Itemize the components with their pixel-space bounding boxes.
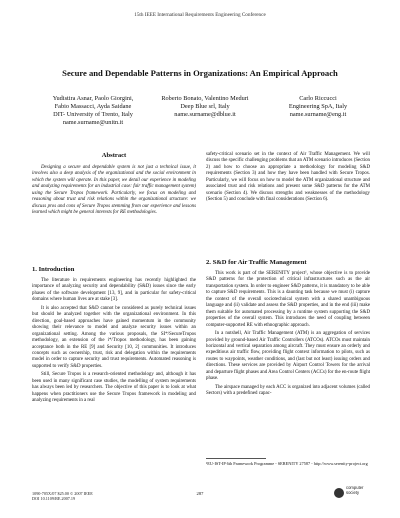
page-number: 287 xyxy=(196,491,204,496)
author-block-2 xyxy=(150,95,260,119)
abstract-paragraph: Designing a secure and dependable system is not just a technical issue, it involves also a deep analysis of the organizational and the social environment in which the system will operate. In this paper, we detail our experience in modeling and analyzing requirements for an industrial case: fair traffic management system) using the Secure Tropos framework. Particularly, we focus on modeling and reasoning about trust and risk relations within the organizational structure: we discuss pros and cons of Secure Tropos stemming from our experience and lessons learned which might be general interests for RE methodologies. xyxy=(32,165,196,216)
section2-body xyxy=(206,271,370,400)
section-heading-sd-atm: 2. S&D for Air Traffic Management xyxy=(206,259,307,266)
author-names: Roberto Bonato, Valentino Meduri xyxy=(161,95,249,102)
body-paragraph: The literature in requirements engineering has recently highlighted the importance of analyzing security and dependability (S&D) issues since the early phases of the software development [13, 9], and in particular for safety-critical domains where human lives are at stake [3]. xyxy=(32,278,196,303)
body-paragraph: This work is part of the SERENITY project¹, whose objective is to provide S&D patterns for the protection of critical infrastructures such as the air transportation system. In order to engineer S&D patterns, it is mandatory to be able to capture S&D requirements. This is a daunting task because we must (i) capture the context of the overall sociotechnical system with a shared unambiguous language and (ii) validate and assess the S&D properties, and in the end (iii) make them suitable for automated processing by a runtime system supporting the S&D properties of the overall system. This introduces the need of coupling between computer-supported RE with ethnographic approach. xyxy=(206,271,370,328)
author-affiliation: Deep Blue srl, Italy xyxy=(180,103,230,110)
doi-line: DOI 10.1109/RE.2007.19 xyxy=(32,496,76,502)
body-paragraph: In a nutshell, Air Traffic Management (ATM) is an aggregation of services provided by ground-based Air Traffic Controllers (ATCOs). ATCOs must maintain horizontal and vertical separation among aircraft. They must ensure an orderly and expeditious air traffic flow, providing flight context information to pilots, such as routes to waypoints, weather conditions, and (last but not least) issuing orders and directions. These services are provided by Airport Control Towers for the arrival and departure flight phases and Area Control Centers (ACCs) for the en-route flight phase. xyxy=(206,331,370,382)
author-email: name.surname@dblue.it xyxy=(174,111,236,118)
conference-header: 15th IEEE International Requirements Engineering Conference xyxy=(134,12,266,18)
author-block-1 xyxy=(38,95,148,127)
isbn-line: 1090-705X/07 $25.00 © 2007 IEEE xyxy=(32,491,93,496)
author-names: Carlo Riccucci xyxy=(299,95,337,102)
footnote: ¹EU-IST-IP 6th Framework Programme - SERENITY 27587 - http://www.serenity-project.org xyxy=(206,461,368,466)
body-paragraph: It is also accepted that S&D cannot be considered as purely technical issues but should be analyzed together with the organizational environment. In this direction, goal-based approaches have gained momentum in the community showing their relevance to model and analyze security issues within an organizational setting. Among the various proposals, the SI*/SecureTropos methodology, an extension of the i*/Tropos methodology, has been gaining acceptance both in the RE [9] and Security [10, 2] communities. It introduces concepts such as ownership, trust, risk and delegation within the requirements model in order to capture security and trust requirements. Automated reasoning is supported to verify S&D properties. xyxy=(32,305,196,369)
logo-text: computer society xyxy=(346,485,364,495)
author-names: Yudistira Asnar, Paolo Giorgini, xyxy=(52,95,134,102)
abstract-heading: Abstract xyxy=(101,152,127,159)
footnote-rule xyxy=(206,458,266,459)
paper-title: Secure and Dependable Patterns in Organizations: An Empirical Approach xyxy=(62,68,338,78)
computer-society-logo xyxy=(334,486,372,502)
author-email: name.surname@unitn.it xyxy=(62,119,124,126)
author-block-3 xyxy=(263,95,373,119)
author-affiliation: DIT- University of Trento, Italy xyxy=(53,111,133,118)
right-column-continuation xyxy=(206,152,370,206)
abstract-text xyxy=(32,165,196,219)
author-affiliation: Engineering SpA, Italy xyxy=(288,103,348,110)
introduction-body xyxy=(32,278,196,407)
body-paragraph: The airspace managed by each ACC is organized into adjacent volumes (called Sectors) with a predefined capac- xyxy=(206,384,370,397)
section-heading-introduction: 1. Introduction xyxy=(32,266,75,273)
society-emblem-icon xyxy=(334,488,344,498)
body-paragraph: safety-critical scenario set in the context of Air Traffic Management. We will discuss the specific challenging problems that an ATM scenario introduces (Section 2) and how to choose an appropriate a methodology for modeling S&D requirements (Section 3) and how they have been handled with Secure Tropos. Particularly, we will focus on how to model the ATM organizational structure and associated trust and risk relations and present some S&D patterns for the ATM scenario (Section 4). We discuss strengths and weaknesses of the methodology (Section 5) and conclude with final considerations (Section 6). xyxy=(206,152,370,203)
body-paragraph: Still, Secure Tropos is a research-oriented methodology and, although it has been used in many significant case studies, the modelling of system requirements has always been led by researchers. The objective of this paper is to look at what happens when practitioners use the Secure Tropos framework in modeling and analyzing requirements in a real xyxy=(32,372,196,404)
author-names: Fabio Massacci, Ayda Saidane xyxy=(54,103,132,110)
author-email: name.surname@eng.it xyxy=(289,111,347,118)
